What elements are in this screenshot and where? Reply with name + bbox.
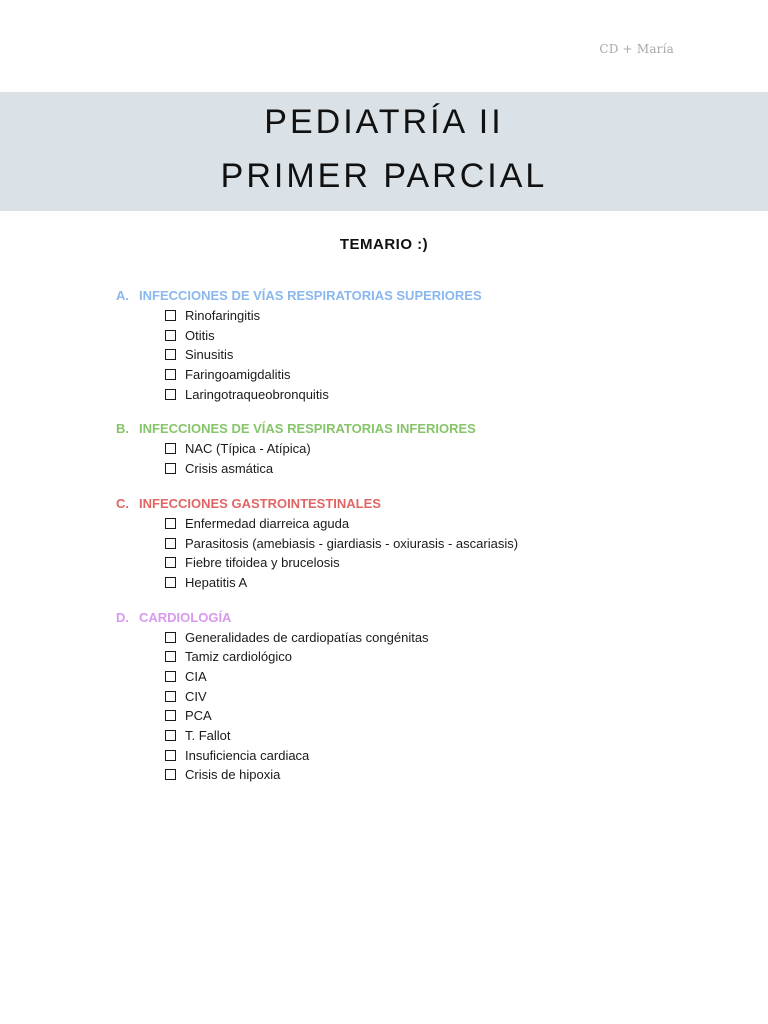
checkbox[interactable] — [165, 730, 176, 741]
section-header — [116, 494, 716, 514]
checkbox[interactable] — [165, 651, 176, 662]
section-header — [116, 286, 716, 306]
topic-item — [165, 306, 716, 326]
section-letter: C. — [116, 495, 129, 511]
document-title: PEDIATRÍA II — [264, 103, 504, 141]
topic-item — [165, 667, 716, 687]
topic-item — [165, 365, 716, 385]
topic-label: Crisis de hipoxia — [185, 767, 281, 783]
section-title: INFECCIONES DE VÍAS RESPIRATORIAS INFERIORES — [139, 421, 476, 437]
author-note: CD + María — [599, 42, 674, 56]
topic-label: Otitis — [185, 327, 215, 343]
topic-label: Fiebre tifoidea y brucelosis — [185, 555, 340, 571]
section-title: INFECCIONES DE VÍAS RESPIRATORIAS SUPERIORES — [139, 288, 482, 303]
topic-item — [165, 706, 716, 726]
topic-label: Insuficiencia cardiaca — [185, 747, 310, 763]
section-lower-respiratory — [116, 419, 716, 478]
section-gastrointestinal — [116, 494, 716, 593]
topic-item — [165, 573, 716, 593]
topic-item — [165, 439, 716, 459]
section-letter: D. — [116, 609, 129, 625]
topic-list — [116, 306, 716, 404]
topic-label: Faringoamigdalitis — [185, 367, 291, 383]
document-subtitle: PRIMER PARCIAL — [220, 157, 548, 195]
syllabus-sections — [116, 286, 716, 800]
checkbox[interactable] — [165, 463, 176, 474]
checkbox[interactable] — [165, 691, 176, 702]
checkbox[interactable] — [165, 310, 176, 321]
topic-item — [165, 514, 716, 534]
section-letter: A. — [116, 288, 129, 303]
section-upper-respiratory — [116, 286, 716, 404]
checkbox[interactable] — [165, 750, 176, 761]
topic-item — [165, 459, 716, 479]
syllabus-heading: TEMARIO :) — [339, 236, 429, 253]
topic-item — [165, 345, 716, 365]
topic-item — [165, 765, 716, 785]
section-title: INFECCIONES GASTROINTESTINALES — [139, 495, 381, 511]
checkbox[interactable] — [165, 349, 176, 360]
topic-label: Enfermedad diarreica aguda — [185, 515, 350, 531]
topic-item — [165, 385, 716, 405]
checkbox[interactable] — [165, 769, 176, 780]
checkbox[interactable] — [165, 369, 176, 380]
topic-label: Crisis asmática — [185, 461, 274, 477]
checkbox[interactable] — [165, 577, 176, 588]
checkbox[interactable] — [165, 330, 176, 341]
section-cardiology — [116, 608, 716, 786]
topic-label: Generalidades de cardiopatías congénitas — [185, 629, 429, 645]
topic-item — [165, 534, 716, 554]
checkbox[interactable] — [165, 443, 176, 454]
checkbox[interactable] — [165, 389, 176, 400]
topic-label: Sinusitis — [185, 347, 234, 363]
topic-item — [165, 647, 716, 667]
checkbox[interactable] — [165, 538, 176, 549]
topic-item — [165, 746, 716, 766]
checkbox[interactable] — [165, 710, 176, 721]
topic-item — [165, 628, 716, 648]
topic-label: PCA — [185, 708, 212, 724]
topic-label: Hepatitis A — [185, 574, 248, 590]
checkbox[interactable] — [165, 557, 176, 568]
topic-label: CIV — [185, 688, 207, 704]
section-header — [116, 419, 716, 439]
checkbox[interactable] — [165, 518, 176, 529]
topic-label: Parasitosis (amebiasis - giardiasis - oxiurasis - ascariasis) — [185, 535, 519, 551]
topic-label: Rinofaringitis — [185, 308, 261, 323]
topic-item — [165, 726, 716, 746]
topic-label: T. Fallot — [185, 728, 231, 743]
topic-list — [116, 439, 716, 478]
topic-list — [116, 628, 716, 786]
topic-item — [165, 326, 716, 346]
section-title: CARDIOLOGÍA — [139, 609, 232, 625]
topic-item — [165, 553, 716, 573]
checkbox[interactable] — [165, 632, 176, 643]
topic-label: Laringotraqueobronquitis — [185, 386, 329, 402]
topic-label: CIA — [185, 668, 207, 684]
section-header — [116, 608, 716, 628]
topic-list — [116, 514, 716, 593]
topic-label: NAC (Típica - Atípica) — [185, 441, 311, 457]
section-letter: B. — [116, 421, 129, 437]
checkbox[interactable] — [165, 671, 176, 682]
topic-item — [165, 687, 716, 707]
topic-label: Tamiz cardiológico — [185, 649, 292, 665]
